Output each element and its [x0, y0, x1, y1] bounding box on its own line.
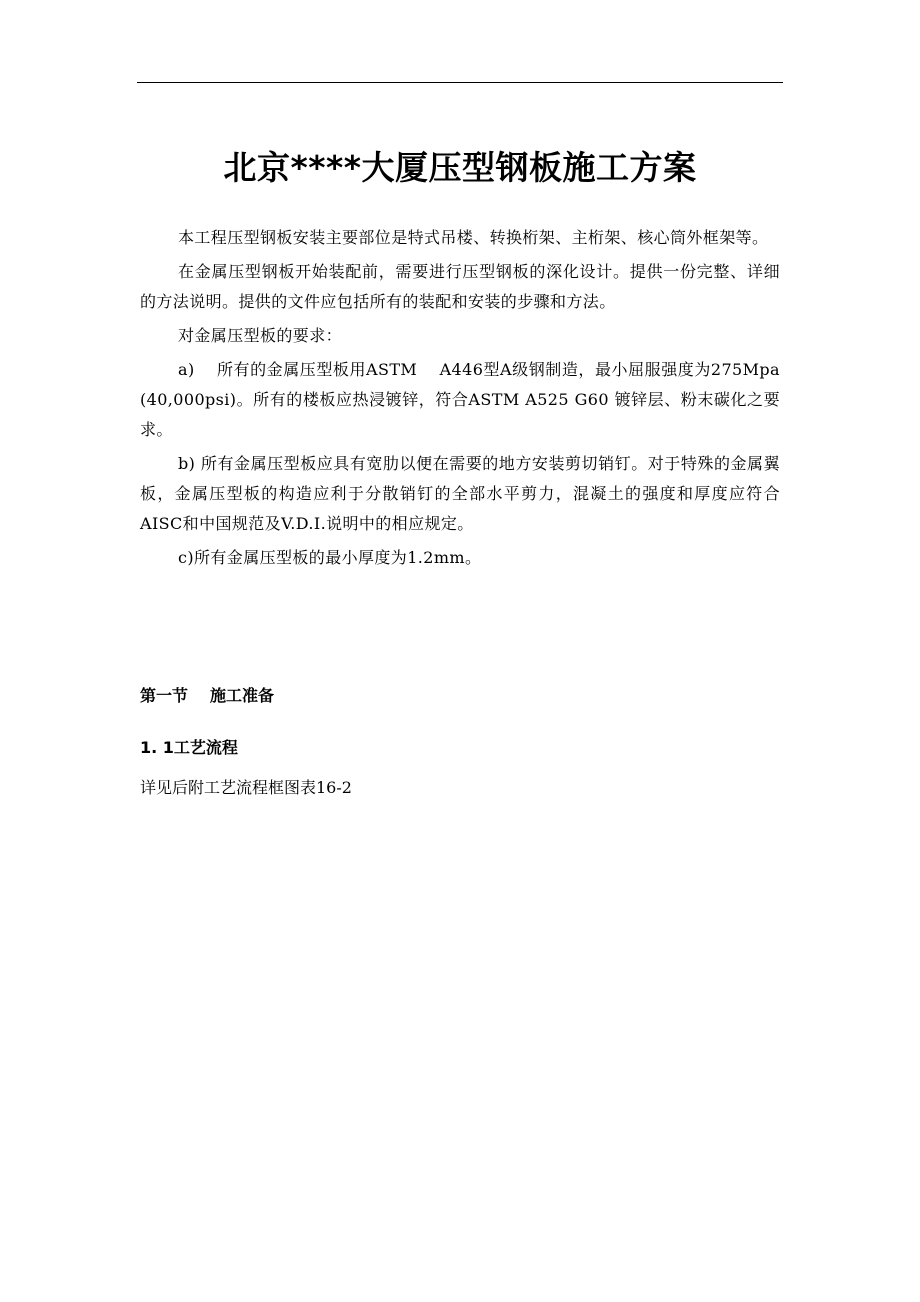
paragraph-scope: 本工程压型钢板安装主要部位是特式吊楼、转换桁架、主桁架、核心筒外框架等。 [178, 228, 769, 247]
paragraph-requirement-c: c)所有金属压型板的最小厚度为1.2mm。 [178, 548, 482, 567]
document-body [140, 223, 780, 573]
subsection-heading: 1. 1工艺流程 [140, 738, 238, 757]
section-heading [140, 682, 274, 710]
header-rule [137, 82, 783, 83]
paragraph-requirement-a: a) 所有的金属压型板用ASTM A446型A级钢制造，最小屈服强度为275Mpa (40,000psi)。所有的楼板应热浸镀锌，符合ASTM A525 G60 镀锌层、粉末碳化之要求。 [140, 360, 780, 439]
paragraph-requirements-intro: 对金属压型板的要求： [178, 326, 343, 345]
paragraph-requirement-b: b) 所有金属压型板应具有宽肋以便在需要的地方安装剪切销钉。对于特殊的金属翼板，金属压型板的构造应利于分散销钉的全部水平剪力，混凝土的强度和厚度应符合AISC和中国规范及V.D.I.说明中的相应规定。 [140, 454, 780, 533]
section-title: 施工准备 [210, 686, 275, 705]
flowchart-reference-note: 详见后附工艺流程框图表16-2 [140, 778, 352, 797]
section-number: 第一节 [140, 686, 189, 705]
document-title: 北京****大厦压型钢板施工方案 [223, 148, 697, 187]
paragraph-deep-design: 在金属压型钢板开始装配前，需要进行压型钢板的深化设计。提供一份完整、详细的方法说明。提供的文件应包括所有的装配和安装的步骤和方法。 [140, 262, 780, 311]
